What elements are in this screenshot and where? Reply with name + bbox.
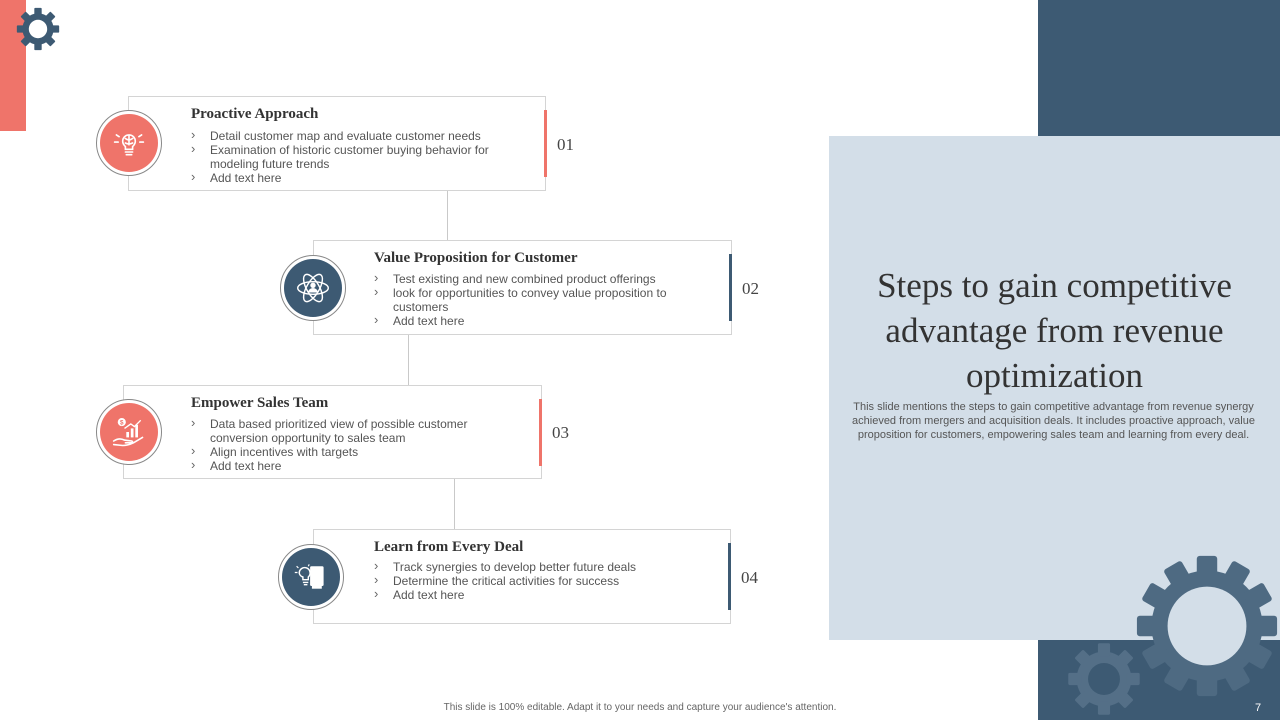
step-title: Empower Sales Team [191, 395, 329, 411]
step-bullets [374, 272, 674, 328]
accent-bar [544, 110, 547, 177]
atom-person-icon [295, 270, 331, 306]
navy-corner-block-top [1038, 0, 1280, 136]
step-title: Value Proposition for Customer [374, 250, 578, 266]
bullet-item: › Data based prioritized view of possible customer conversion opportunity to sales team [191, 417, 491, 445]
bullet-item: › Determine the critical activities for success [374, 574, 674, 588]
bullet-item: › Test existing and new combined product offerings [374, 272, 674, 286]
step-bullets [191, 129, 491, 185]
accent-bar [539, 399, 542, 466]
accent-bar [728, 543, 731, 610]
slide-description: This slide mentions the steps to gain competitive advantage from revenue synergy achieved from mergers and acquisition deals. It includes proactive approach, value proposition for customers, empowering sales team and learning from every deal. [852, 401, 1255, 441]
step-number: 02 [742, 279, 759, 298]
connector-3-4 [454, 479, 455, 530]
bullet-item: › Track synergies to develop better future deals [374, 560, 674, 574]
step-card-2 [313, 240, 732, 335]
connector-2-3 [408, 335, 409, 386]
bullet-item: › Add text here [191, 459, 491, 473]
bullet-item: › Examination of historic customer buying behavior for modeling future trends [191, 143, 491, 171]
bullet-item: › Add text here [191, 171, 491, 185]
step-title: Learn from Every Deal [374, 539, 524, 555]
bullet-item: › Add text here [374, 314, 674, 328]
bullet-item: › Align incentives with targets [191, 445, 491, 459]
step-card-4 [313, 529, 731, 624]
bullet-item: › Detail customer map and evaluate customer needs [191, 129, 491, 143]
step-icon-badge [278, 544, 344, 610]
footer-note: This slide is 100% editable. Adapt it to your needs and capture your audience's attention. [443, 702, 837, 713]
step-icon-badge [280, 255, 346, 321]
svg-text:$: $ [120, 419, 124, 427]
hand-growth-icon [111, 414, 147, 450]
large-gear-icon [1134, 553, 1280, 699]
step-card-3 [123, 385, 542, 479]
step-card-1 [128, 96, 546, 191]
accent-bar [729, 254, 732, 321]
step-icon-badge [96, 399, 162, 465]
slide-title: Steps to gain competitive advantage from revenue optimization [877, 266, 1232, 395]
step-number: 03 [552, 423, 569, 442]
bullet-item: › Add text here [374, 588, 674, 602]
connector-1-2 [447, 191, 448, 241]
step-icon-badge [96, 110, 162, 176]
brain-bulb-icon [111, 125, 147, 161]
step-title: Proactive Approach [191, 106, 319, 122]
step-bullets [374, 560, 674, 602]
bullet-item: › look for opportunities to convey value proposition to customers [374, 286, 674, 314]
step-bullets [191, 417, 491, 473]
step-number: 04 [741, 568, 758, 587]
gear-icon [15, 6, 61, 52]
step-number: 01 [557, 135, 574, 154]
book-bulb-icon [293, 559, 329, 595]
page-number: 7 [1255, 702, 1262, 714]
